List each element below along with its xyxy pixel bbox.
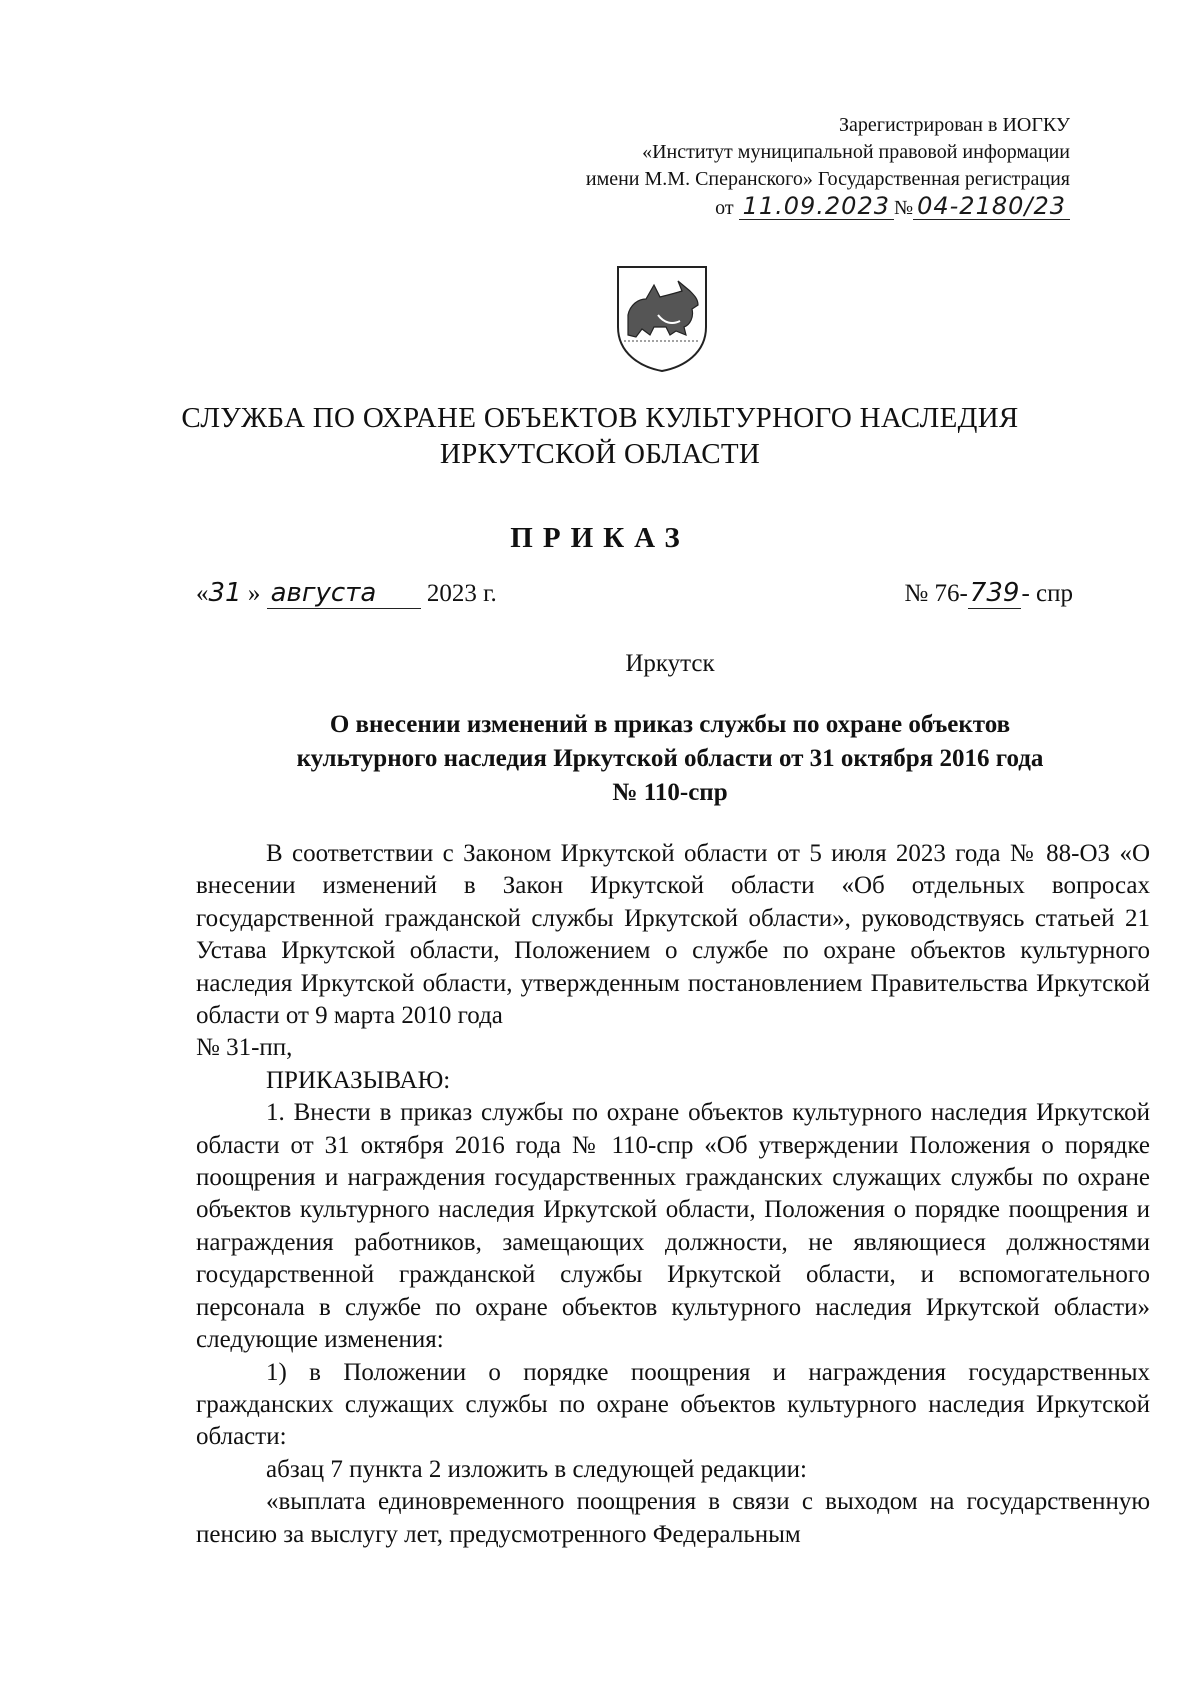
- registration-line-1: Зарегистрирован в ИОГКУ: [839, 114, 1070, 136]
- registration-line-2: «Институт муниципальной правовой информации: [642, 141, 1070, 163]
- paragraph-quote: «выплата единовременного поощрения в связи с выходом на государственную пенсию за выслугу лет, предусмотренного Федеральным: [196, 1488, 1150, 1548]
- city: Иркутск: [625, 650, 715, 677]
- registration-number-label: №: [894, 197, 914, 219]
- paragraph-preamble: В соответствии с Законом Иркутской области от 5 июля 2023 года № 88-ОЗ «О внесении изменений в Закон Иркутской области «Об отдельных вопросах государственной гражданской службы Иркутской области», руководствуясь статьей 21 Устава Иркутской области, Положением о службе по охране объектов культурного наследия Иркутской области, утвержденным постановлением Правительства Иркутской области от 9 марта 2010 года: [196, 840, 1150, 1030]
- paragraph-subitem-1: 1) в Положении о порядке поощрения и награждения государственных гражданских служащих службы по охране объектов культурного наследия Иркутской области:: [196, 1358, 1150, 1451]
- heading-line-1: О внесении изменений в приказ службы по охране объектов: [329, 711, 1011, 738]
- heading-line-3: № 110-спр: [612, 779, 728, 806]
- registration-number: 04-2180/23: [913, 193, 1070, 220]
- irkutsk-coat-of-arms-icon: [614, 265, 710, 373]
- registration-line-4: [586, 193, 1070, 222]
- order-month: августа: [267, 578, 421, 609]
- registration-date: 11.09.2023: [739, 193, 894, 220]
- paragraph-item-1: 1. Внести в приказ службы по охране объектов культурного наследия Иркутской области от 31 октября 2016 года № 110-спр «Об утверждении Положения о порядке поощрения и награждения государственных гражданских служащих службы по охране объектов культурного наследия Иркутской области, Положения о порядке поощрения и награждения работников, замещающих должности, не являющиеся должностями государственной гражданской службы Иркутской области, и вспомогательного персонала в службе по охране объектов культурного наследия Иркутской области» следующие изменения:: [196, 1099, 1150, 1354]
- order-number-suffix: - спр: [1021, 580, 1073, 607]
- organization-line-2: ИРКУТСКОЙ ОБЛАСТИ: [439, 438, 761, 470]
- order-heading: [190, 708, 1150, 810]
- organization-line-1: СЛУЖБА ПО ОХРАНЕ ОБЪЕКТОВ КУЛЬТУРНОГО НАСЛЕДИЯ: [181, 402, 1019, 434]
- order-date: «31 » августа 2023 г.: [196, 578, 497, 608]
- order-number-prefix: № 76-: [904, 580, 968, 607]
- order-number: [904, 578, 1073, 609]
- registration-from-label: от: [715, 197, 734, 219]
- order-number-hand: 739: [969, 578, 1020, 608]
- order-day: 31: [208, 578, 242, 608]
- organization-name: [0, 400, 1200, 472]
- order-year: 2023 г.: [426, 580, 497, 607]
- paragraph-preamble-tail: № 31-пп,: [196, 1034, 293, 1062]
- registration-line-3: имени М.М. Сперанского» Государственная регистрация: [585, 168, 1070, 190]
- order-body: [196, 838, 1150, 1551]
- document-type: ПРИКАЗ: [510, 522, 690, 554]
- heading-line-2: культурного наследия Иркутской области от 31 октября 2016 года: [296, 745, 1044, 772]
- paragraph-abzac: абзац 7 пункта 2 изложить в следующей редакции:: [266, 1455, 807, 1483]
- registration-stamp: [586, 112, 1070, 222]
- paragraph-order: ПРИКАЗЫВАЮ:: [266, 1066, 451, 1094]
